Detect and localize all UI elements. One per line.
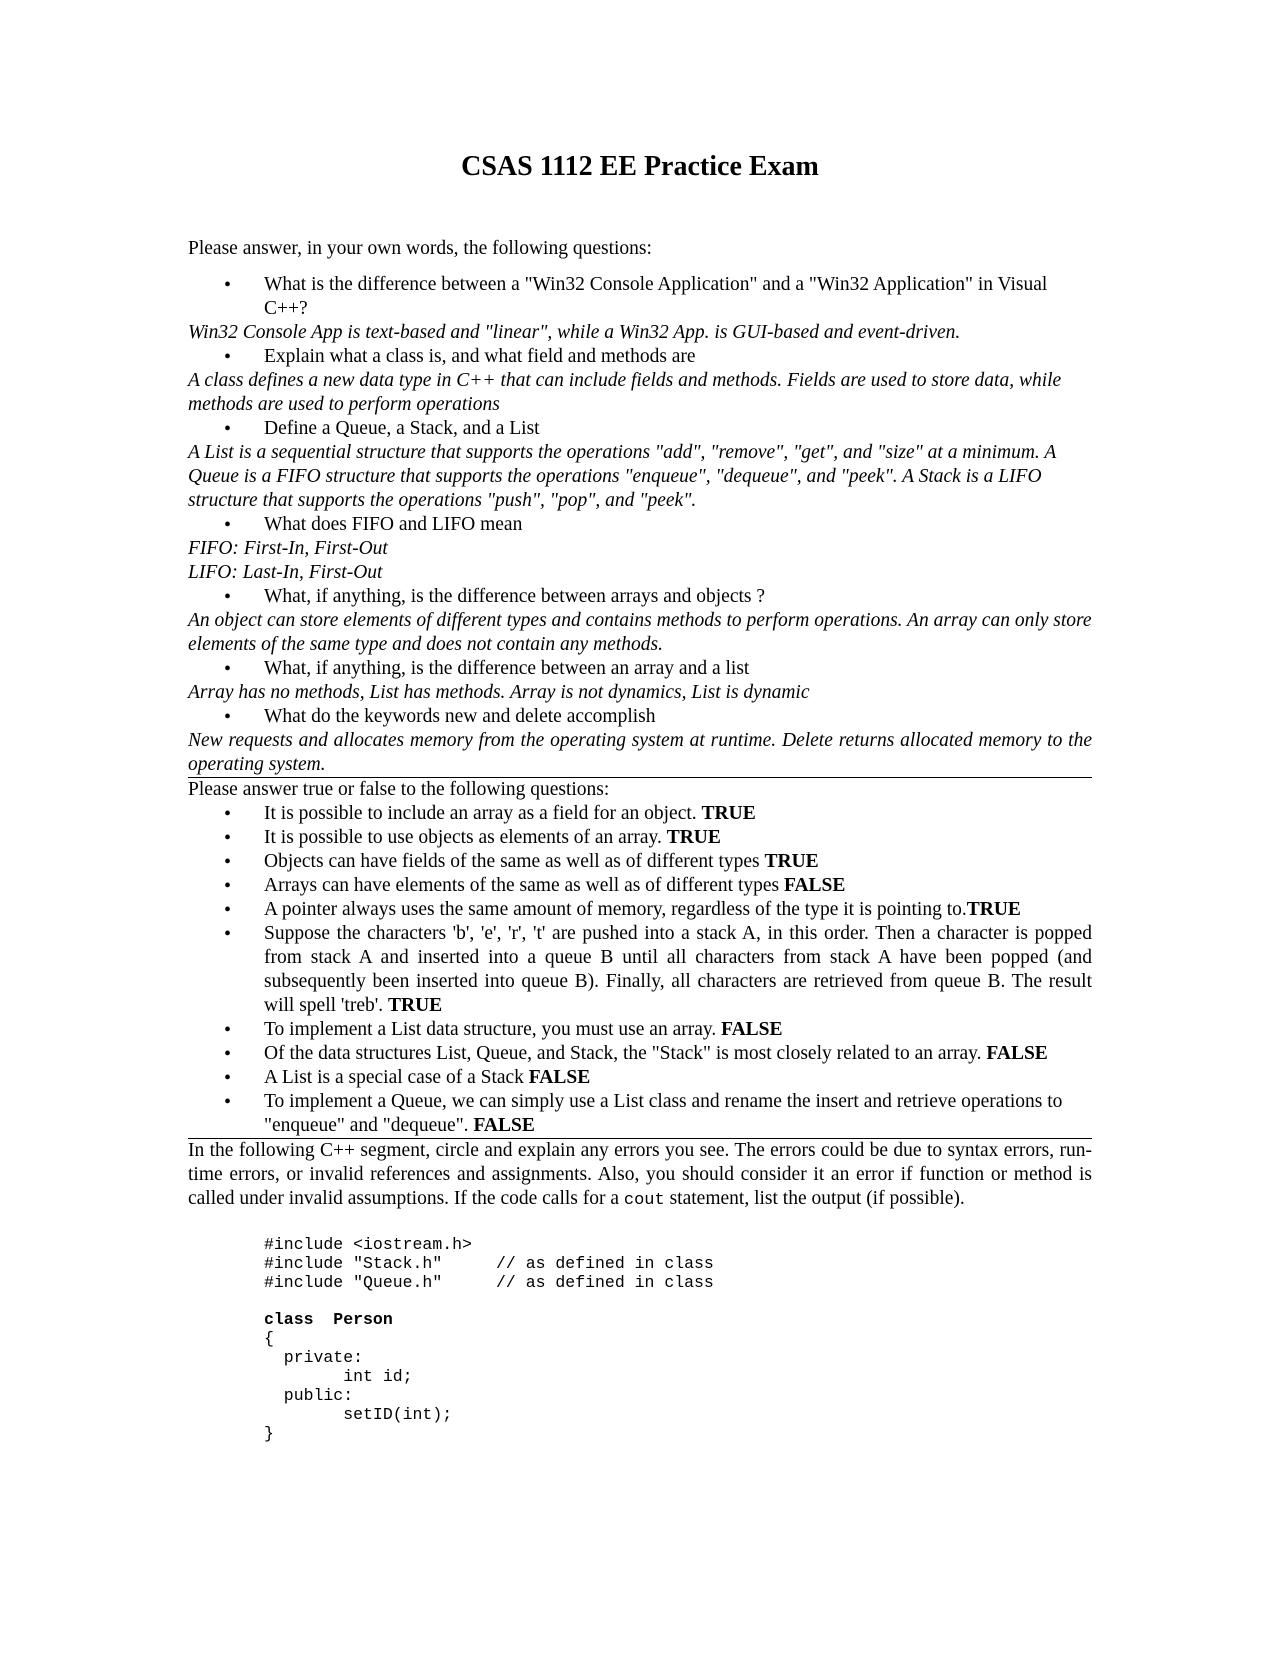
- code-comment: // as defined in class: [496, 1254, 714, 1273]
- tf-statement: To implement a List data structure, you must use an array.: [264, 1019, 722, 1040]
- code-keyword: class Person: [264, 1310, 393, 1329]
- code-text: int id;: [264, 1367, 413, 1386]
- code-text: #include "Stack.h": [264, 1254, 443, 1273]
- section1-list: [188, 345, 1092, 369]
- page-title: CSAS 1112 EE Practice Exam: [461, 151, 819, 182]
- true-false-list: [188, 802, 1092, 1139]
- section1-list: [188, 273, 1092, 321]
- answer-text: FIFO: First-In, First-Out: [188, 538, 388, 559]
- answer-text: A class defines a new data type in C++ that can include fields and methods. Fields are used to store data, while methods are used to perform operations: [188, 370, 1062, 415]
- answer-text: Win32 Console App is text-based and "linear", while a Win32 App. is GUI-based and event-driven.: [188, 322, 961, 343]
- tf-statement: Objects can have fields of the same as well as of different types: [264, 851, 765, 872]
- tf-statement: A pointer always uses the same amount of memory, regardless of the type it is pointing to.: [264, 899, 967, 920]
- code-block: [264, 1235, 1092, 1443]
- tf-answer: TRUE: [666, 827, 721, 848]
- code-line: [264, 1254, 1092, 1273]
- tf-answer: FALSE: [528, 1067, 591, 1088]
- section2-intro: Please answer true or false to the following questions:: [188, 779, 610, 800]
- code-text: {: [264, 1329, 274, 1348]
- tf-item: [188, 802, 1092, 826]
- tf-answer: TRUE: [764, 851, 819, 872]
- tf-statement: A List is a special case of a Stack: [264, 1067, 529, 1088]
- section1-list: [188, 417, 1092, 441]
- section3-intro: [188, 1139, 1092, 1213]
- section1-list: [188, 513, 1092, 537]
- answer-text: LIFO: Last-In, First-Out: [188, 562, 383, 583]
- section1-list: [188, 585, 1092, 609]
- tf-answer: TRUE: [388, 995, 443, 1016]
- tf-answer: FALSE: [721, 1019, 783, 1040]
- code-line: [264, 1386, 1092, 1405]
- section1-list: [188, 705, 1092, 729]
- question-item: • What, if anything, is the difference between arrays and objects ?: [188, 585, 1092, 609]
- code-line: [264, 1367, 1092, 1386]
- tf-statement: Suppose the characters 'b', 'e', 'r', 't' are pushed into a stack A, in this order. Then a character is popped from stack A and inserted into a queue B until all characters from stack A have been popped (and subsequently been inserted into queue B). Finally, all characters are retrieved from queue B. The result will spell 'treb'.: [264, 923, 1092, 1016]
- tf-statement: It is possible to use objects as elements of an array.: [264, 827, 667, 848]
- tf-answer: FALSE: [784, 875, 846, 896]
- code-line: [264, 1348, 1092, 1367]
- section1-intro: Please answer, in your own words, the following questions:: [188, 238, 652, 259]
- tf-item: [188, 1042, 1092, 1066]
- code-line: [264, 1310, 1092, 1329]
- tf-statement: To implement a Queue, we can simply use a List class and rename the insert and retrieve operations to "enqueue" and "dequeue".: [264, 1091, 1063, 1136]
- tf-item: [188, 1018, 1092, 1042]
- code-line: [264, 1329, 1092, 1348]
- code-comment: // as defined in class: [496, 1273, 714, 1292]
- tf-statement: It is possible to include an array as a field for an object.: [264, 803, 702, 824]
- answer-text: Array has no methods, List has methods. Array is not dynamics, List is dynamic: [188, 682, 810, 703]
- tf-item: [188, 874, 1092, 898]
- code-line: [264, 1405, 1092, 1424]
- tf-item: [188, 898, 1092, 922]
- code-line: [264, 1273, 1092, 1292]
- section1-list: [188, 657, 1092, 681]
- answer-text: An object can store elements of different types and contains methods to perform operations. An array can only store elements of the same type and does not contain any methods.: [188, 610, 1092, 655]
- code-text: #include "Queue.h": [264, 1273, 443, 1292]
- code-line: [264, 1235, 1092, 1254]
- tf-statement: Of the data structures List, Queue, and Stack, the "Stack" is most closely related to an array.: [264, 1043, 987, 1064]
- code-text: private:: [264, 1348, 364, 1367]
- inline-code: cout: [623, 1191, 665, 1210]
- code-line: [264, 1424, 1092, 1443]
- answer-text: A List is a sequential structure that supports the operations "add", "remove", "get", and "size" at a minimum. A Queue is a FIFO structure that supports the operations "enqueue", "dequeue", and "peek". A Stack is a LIFO structure that supports the operations "push", "pop", and "peek".: [188, 442, 1056, 511]
- question-item: • What does FIFO and LIFO mean: [188, 513, 1092, 537]
- document-body: [188, 237, 1092, 1443]
- question-item: • What is the difference between a "Win32 Console Application" and a "Win32 Application" in Visual C++?: [188, 273, 1092, 321]
- question-item: • What do the keywords new and delete accomplish: [188, 705, 1092, 729]
- intro-text: In the following C++ segment, circle and explain any errors you see. The errors could be due to syntax errors, run-time errors, or invalid references and assignments. Also, you should consider it an error if function or method is called under invalid assumptions. If the code calls for a: [188, 1140, 1092, 1209]
- tf-item: [188, 1090, 1092, 1138]
- tf-item: [188, 850, 1092, 874]
- intro-text: statement, list the output (if possible).: [664, 1188, 965, 1209]
- code-text: #include <iostream.h>: [264, 1235, 472, 1254]
- tf-answer: FALSE: [986, 1043, 1048, 1064]
- tf-answer: TRUE: [701, 803, 756, 824]
- tf-answer: TRUE: [966, 899, 1021, 920]
- question-item: • What, if anything, is the difference between an array and a list: [188, 657, 1092, 681]
- tf-item: [188, 1066, 1092, 1090]
- code-text: setID(int);: [264, 1405, 453, 1424]
- tf-answer: FALSE: [473, 1115, 535, 1136]
- answer-text: New requests and allocates memory from the operating system at runtime. Delete returns allocated memory to the operating system.: [188, 729, 1092, 778]
- tf-item: [188, 922, 1092, 1018]
- question-item: • Define a Queue, a Stack, and a List: [188, 417, 1092, 441]
- tf-statement: Arrays can have elements of the same as well as of different types: [264, 875, 784, 896]
- code-text: }: [264, 1424, 274, 1443]
- tf-item: [188, 826, 1092, 850]
- question-item: • Explain what a class is, and what field and methods are: [188, 345, 1092, 369]
- code-text: public:: [264, 1386, 354, 1405]
